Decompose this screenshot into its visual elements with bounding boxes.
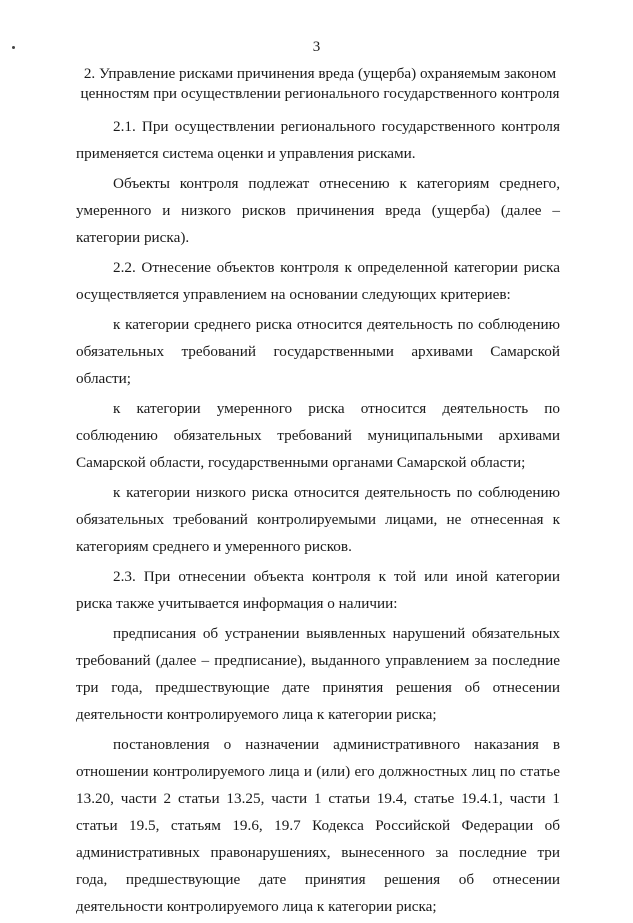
paragraph-moderate-risk: к категории умеренного риска относится деятельность по соблюдению обязательных требований муниципальными архивами Самарской области, государственными органами Самарской области;: [76, 400, 560, 471]
paragraph-2-1: 2.1. При осуществлении регионального государственного контроля применяется система оценки и управления рисками.: [76, 118, 560, 162]
document-body: [76, 113, 560, 923]
paragraph-medium-risk: к категории среднего риска относится деятельность по соблюдению обязательных требований государственными архивами Самарской области;: [76, 316, 560, 387]
paragraph-low-risk: к категории низкого риска относится деятельность по соблюдению обязательных требований контролируемыми лицами, не отнесенная к категориям среднего и умеренного рисков.: [76, 484, 560, 555]
paragraph-prescription: предписания об устранении выявленных нарушений обязательных требований (далее – предписание), выданного управлением за последние три года, предшествующие дате принятия решения об отнесении деятельности контролируемого лица к категории риска;: [76, 625, 560, 723]
paragraph-administrative-penalty: постановления о назначении административного наказания в отношении контролируемого лица и (или) его должностных лиц по статье 13.20, части 2 статьи 13.25, части 1 статьи 19.4, статье 19.4.1, части 1 статьи 19.5, статьям 19.6, 19.7 Кодекса Российской Федерации об административных правонарушениях, вынесенного за последние три года, предшествующие дате принятия решения об отнесении деятельности контролируемого лица к категории риска;: [76, 736, 560, 915]
paragraph-risk-categories: Объекты контроля подлежат отнесению к категориям среднего, умеренного и низкого рисков причинения вреда (ущерба) (далее – категории риска).: [76, 175, 560, 246]
paragraph-2-2: 2.2. Отнесение объектов контроля к определенной категории риска осуществляется управлением на основании следующих критериев:: [76, 259, 560, 303]
paragraph-2-3: 2.3. При отнесении объекта контроля к той или иной категории риска также учитывается информация о наличии:: [76, 568, 560, 612]
section-heading: 2. Управление рисками причинения вреда (ущерба) охраняемым законом ценностям при осуществлении регионального государственного контроля: [80, 65, 560, 102]
page-number: 3: [312, 39, 321, 55]
